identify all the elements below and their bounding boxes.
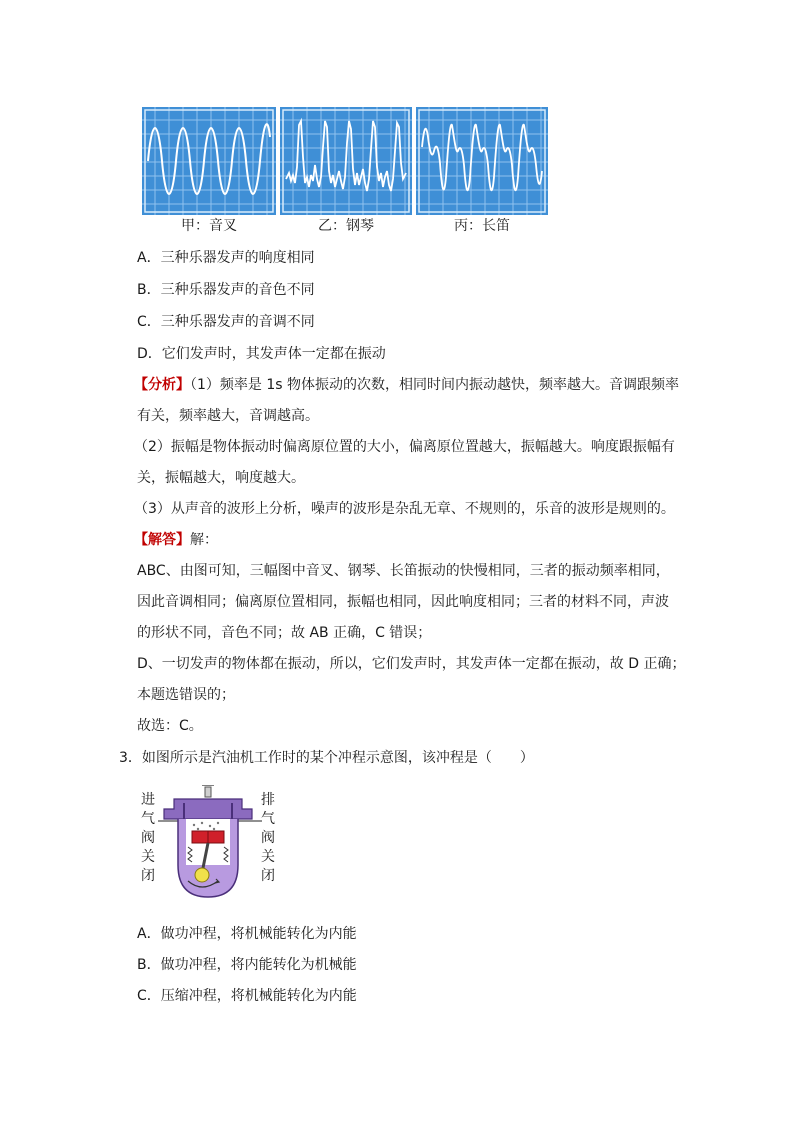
flute-wave-graph — [416, 107, 548, 215]
answer-line-3: 的形状不同，音色不同；故 AB 正确，C 错误； — [137, 625, 432, 641]
q2-option-b: B．三种乐器发声的音色不同 — [137, 282, 315, 298]
q3-option-b: B．做功冲程，将内能转化为机械能 — [137, 957, 357, 973]
analysis-text-1: （1）频率是 1s 物体振动的次数，相同时间内振动越快，频率越大。音调跟频率 — [190, 377, 680, 393]
analysis-line-2: 有关，频率越大，音调越高。 — [137, 408, 319, 424]
q2-option-d: D．它们发声时，其发声体一定都在振动 — [137, 346, 386, 362]
answer-line-4: D、一切发声的物体都在振动，所以，它们发声时，其发声体一定都在振动，故 D 正确； — [137, 656, 686, 672]
analysis-tag: 【分析】 — [134, 377, 190, 393]
flute-waveform — [416, 107, 548, 215]
analysis-line-3: （2）振幅是物体振动时偏离原位置的大小，偏离原位置越大，振幅越大。响度跟振幅有 — [134, 439, 675, 455]
q3-option-c: C．压缩冲程，将机械能转化为内能 — [137, 988, 357, 1004]
engine-diagram — [140, 785, 280, 900]
q3-option-a: A．做功冲程，将机械能转化为内能 — [137, 926, 357, 942]
exhaust-label-char: 关 — [261, 849, 275, 865]
answer-line-intro — [134, 530, 218, 550]
answer-line-6: 故选：C。 — [137, 718, 203, 734]
analysis-line-4: 关，振幅越大，响度越大。 — [137, 470, 305, 486]
intake-label-char: 阀 — [141, 830, 155, 846]
answer-line-2: 因此音调相同；偏离原位置相同，振幅也相同，因此响度相同；三者的材料不同，声波 — [137, 594, 669, 610]
waveform-caption-piano: 乙：钢琴 — [318, 218, 374, 234]
answer-tag: 【解答】 — [134, 532, 190, 548]
intake-label-char: 关 — [141, 849, 155, 865]
exhaust-label-char: 阀 — [261, 830, 275, 846]
q3-stem: 3．如图所示是汽油机工作时的某个冲程示意图，该冲程是（ ） — [119, 750, 534, 766]
engine-cylinder-drawing — [158, 785, 262, 900]
piano-waveform — [280, 107, 412, 215]
answer-line-1: ABC、由图可知，三幅图中音叉、钢琴、长笛振动的快慢相同，三者的振动频率相同， — [137, 563, 670, 579]
intake-label-char: 进 — [141, 792, 155, 808]
intake-label-char: 闭 — [141, 868, 155, 884]
tuning-fork-waveform — [142, 107, 276, 215]
answer-line-5: 本题选错误的； — [137, 687, 235, 703]
analysis-line-1 — [134, 375, 679, 395]
exhaust-label-char: 气 — [261, 811, 275, 827]
q2-option-a: A．三种乐器发声的响度相同 — [137, 250, 315, 266]
waveform-caption-tuning-fork: 甲：音叉 — [181, 218, 237, 234]
q2-option-c: C．三种乐器发声的音调不同 — [137, 314, 315, 330]
piano-wave-graph — [280, 107, 412, 215]
waveform-caption-flute: 丙：长笛 — [454, 218, 510, 234]
exhaust-label-char: 排 — [261, 792, 275, 808]
analysis-line-5: （3）从声音的波形上分析，噪声的波形是杂乱无章、不规则的，乐音的波形是规则的。 — [134, 501, 675, 517]
exhaust-valve-label — [260, 791, 276, 886]
intake-valve-label — [140, 791, 156, 886]
answer-intro: 解： — [190, 532, 218, 548]
tuning-fork-wave-graph — [142, 107, 276, 215]
exhaust-label-char: 闭 — [261, 868, 275, 884]
intake-label-char: 气 — [141, 811, 155, 827]
